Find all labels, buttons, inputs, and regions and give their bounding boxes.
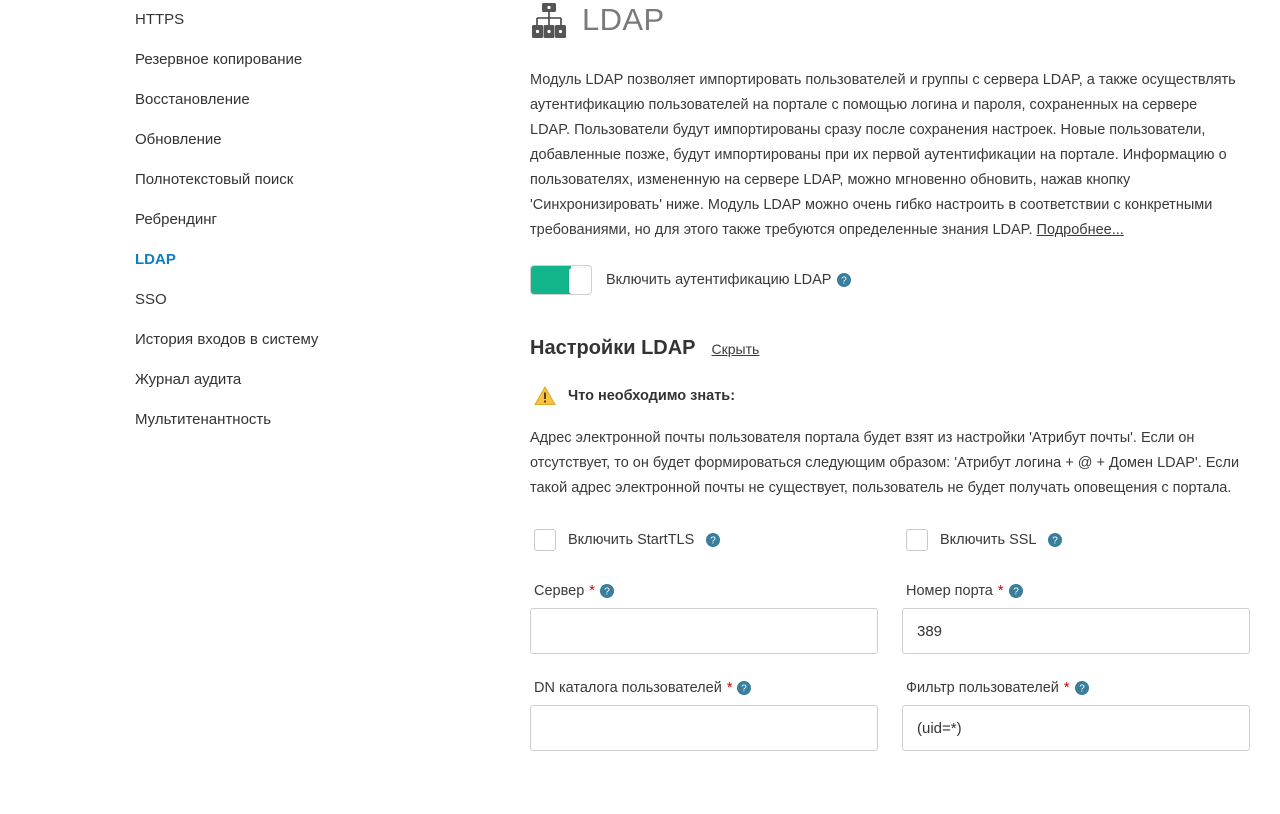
starttls-label[interactable] (530, 529, 878, 551)
section-title: Настройки LDAP (530, 337, 696, 359)
ldap-settings-header (530, 337, 1250, 360)
notice-title: Что необходимо знать: (568, 388, 736, 404)
sidebar-item-ldap[interactable]: LDAP (135, 251, 176, 268)
ssl-label[interactable] (902, 529, 1250, 551)
server-label-text: Сервер (534, 583, 585, 599)
svg-text:?: ? (710, 535, 717, 547)
page-title: LDAP (582, 2, 665, 37)
sidebar-item-update[interactable]: Обновление (135, 131, 222, 148)
port-label (902, 583, 1250, 599)
settings-sidebar (0, 0, 420, 814)
main-content (420, 0, 1280, 814)
page-header (530, 0, 1250, 46)
ssl-label-text: Включить SSL (940, 532, 1037, 548)
sidebar-item-https[interactable]: HTTPS (135, 11, 185, 28)
help-icon[interactable] (1075, 681, 1089, 695)
notice-header (530, 386, 1250, 406)
server-input[interactable] (530, 608, 878, 654)
sidebar-item-login-history[interactable]: История входов в систему (135, 331, 319, 348)
user-filter-label-text: Фильтр пользователей (906, 680, 1059, 696)
sidebar-item-fulltext-search[interactable]: Полнотекстовый поиск (135, 171, 294, 188)
help-icon[interactable] (837, 273, 851, 287)
toggle-fill (531, 266, 571, 294)
starttls-checkbox[interactable] (534, 529, 556, 551)
dn-filter-row (530, 654, 1250, 751)
svg-text:?: ? (1052, 535, 1059, 547)
starttls-label-text: Включить StartTLS (568, 532, 695, 548)
user-dn-field (530, 680, 878, 751)
help-icon[interactable] (1009, 584, 1023, 598)
user-dn-required-marker: * (726, 680, 733, 696)
sidebar-item-multitenancy[interactable]: Мультитенантность (135, 411, 272, 428)
svg-text:?: ? (604, 586, 610, 598)
module-description-text: Модуль LDAP позволяет импортировать пользователей и группы с сервера LDAP, а также осуществлять аутентификацию пользователей на портале с помощью логина и пароля, сохраненных на сервере LDAP. Пользователи будут импортированы сразу после сохранения настроек. Новые пользователи, добавленные позже, будут импортированы при их первой аутентификации на портале. Информацию о пользователях, измененную на сервере LDAP, можно мгновенно обновить, нажав кнопку 'Синхронизировать' ниже. Модуль LDAP можно очень гибко настроить в соответствии с конкретными требованиями, но для этого также требуются определенные знания LDAP. (530, 72, 1236, 238)
help-icon[interactable] (1048, 533, 1062, 547)
server-port-row (530, 557, 1250, 654)
port-input[interactable] (902, 608, 1250, 654)
server-label (530, 583, 878, 599)
notice-body: Адрес электронной почты пользователя портала будет взят из настройки 'Атрибут почты'. Если он отсутствует, то он будет формироваться следующим образом: 'Атрибут логина + @ + Домен LDAP'. Если такой адрес электронной почты не существует, пользователь не будет получать оповещения с портала. (530, 430, 1240, 496)
enable-ldap-row (530, 265, 1250, 295)
sidebar-item-audit-trail[interactable]: Журнал аудита (135, 371, 242, 388)
module-description (530, 68, 1240, 243)
toggle-knob (569, 268, 591, 294)
server-field (530, 583, 878, 654)
port-field (902, 583, 1250, 654)
help-icon[interactable] (600, 584, 614, 598)
user-filter-label (902, 680, 1250, 696)
user-filter-input[interactable] (902, 705, 1250, 751)
user-dn-label (530, 680, 878, 696)
sidebar-nav-list (0, 0, 420, 440)
ssl-col (902, 529, 1250, 551)
help-icon[interactable] (737, 681, 751, 695)
enable-ldap-label (606, 272, 851, 288)
svg-text:?: ? (741, 683, 748, 695)
learn-more-link[interactable]: Подробнее... (1036, 222, 1124, 238)
ldap-tree-icon (530, 2, 568, 42)
user-dn-label-text: DN каталога пользователей (534, 680, 722, 696)
tls-options-row (530, 529, 1250, 551)
port-required-marker: * (997, 583, 1004, 599)
server-required-marker: * (589, 583, 595, 599)
svg-text:?: ? (1078, 683, 1085, 695)
starttls-col (530, 529, 878, 551)
sidebar-item-restore[interactable]: Восстановление (135, 91, 250, 108)
svg-text:?: ? (1012, 586, 1019, 598)
help-icon[interactable] (706, 533, 720, 547)
enable-ldap-toggle[interactable] (530, 265, 592, 295)
ldap-settings-form (530, 529, 1250, 751)
port-label-text: Номер порта (906, 583, 993, 599)
sidebar-item-sso[interactable]: SSO (135, 291, 167, 308)
user-filter-field (902, 680, 1250, 751)
warning-icon (534, 386, 556, 406)
hide-settings-link[interactable]: Скрыть (711, 341, 760, 357)
sidebar-item-rebranding[interactable]: Ребрендинг (135, 211, 217, 228)
ssl-checkbox[interactable] (906, 529, 928, 551)
user-dn-input[interactable] (530, 705, 878, 751)
sidebar-item-backup[interactable]: Резервное копирование (135, 51, 303, 68)
enable-ldap-label-text: Включить аутентификацию LDAP (606, 272, 832, 288)
user-filter-required-marker: * (1063, 680, 1070, 696)
svg-text:?: ? (841, 275, 848, 287)
